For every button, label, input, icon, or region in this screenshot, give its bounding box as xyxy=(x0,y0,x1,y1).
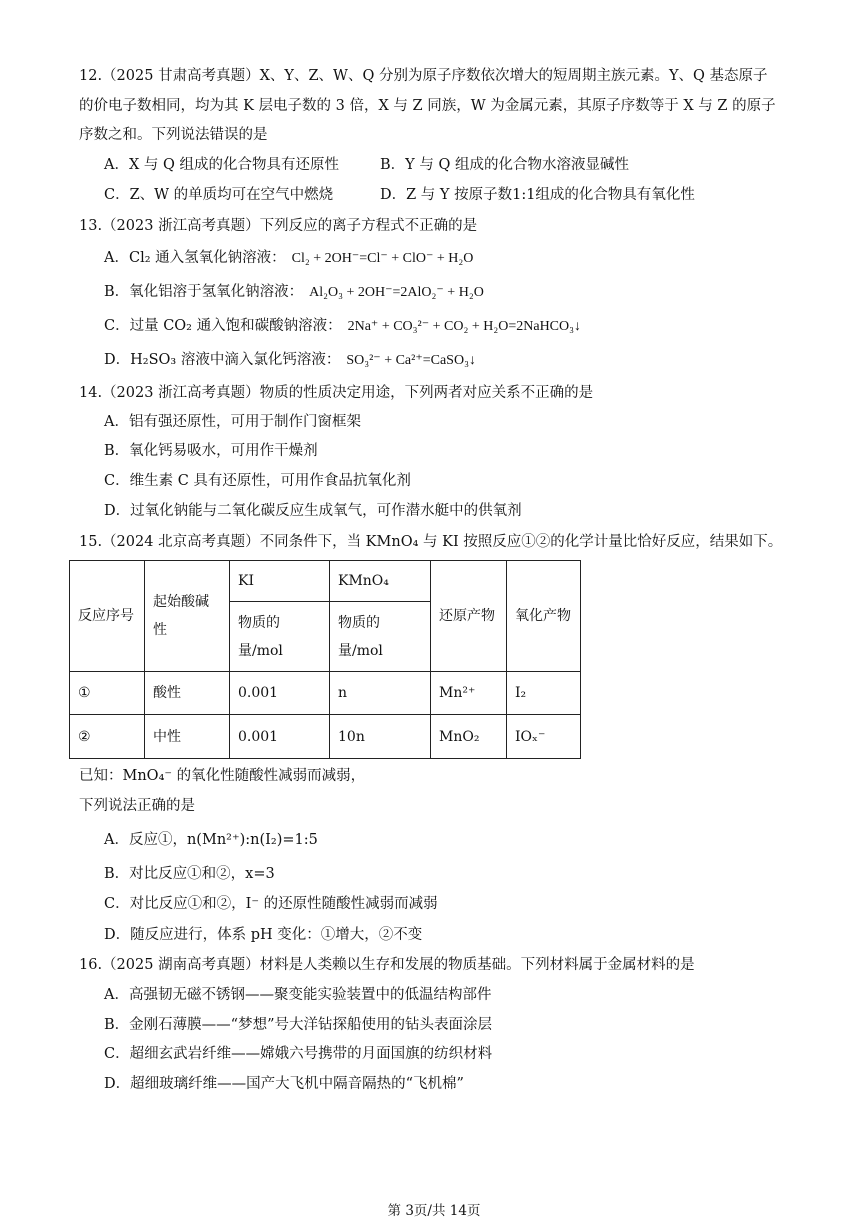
table-header-kmno4-amount xyxy=(330,602,431,672)
table-header-ki: KI xyxy=(230,561,330,602)
table-header-ki-amount-text: 物质的量/mol xyxy=(238,614,283,659)
q13-option-a-label: A．Cl₂ 通入氢氧化钠溶液： xyxy=(104,250,286,266)
q14-option-b: B．氧化钙易吸水，可用作干燥剂 xyxy=(104,443,318,459)
q15-option-c: C．对比反应①和②，I⁻ 的还原性随酸性减弱而减弱 xyxy=(104,896,438,912)
q14-stem: 14.（2023 浙江高考真题）物质的性质决定用途，下列两者对应关系不正确的是 xyxy=(79,385,594,401)
q15-ask: 下列说法正确的是 xyxy=(79,798,195,814)
q12-stem-line1: 12.（2025 甘肃高考真题）X、Y、Z、W、Q 分别为原子序数依次增大的短周期主族元素。Y、Q 基态原子 xyxy=(79,68,768,84)
q12-stem-line2: 的价电子数相同，均为其 K 层电子数的 3 倍，X 与 Z 同族，W 为金属元素，其原子序数等于 X 与 Z 的原子 xyxy=(79,98,776,114)
q13-option-d xyxy=(104,350,476,371)
table-header-reduction-product xyxy=(431,561,507,672)
q16-option-c: C．超细玄武岩纤维——嫦娥六号携带的月面国旗的纺织材料 xyxy=(104,1046,493,1062)
table-cell-seq: ① xyxy=(70,672,145,715)
q15-option-a: A．反应①，n(Mn²⁺):n(I₂)=1:5 xyxy=(104,832,318,848)
table-header-acidity xyxy=(145,561,230,672)
table-header-reduction-product-text: 还原产物 xyxy=(439,608,495,624)
q13-option-b xyxy=(104,282,484,303)
q15-known-condition: 已知：MnO₄⁻ 的氧化性随酸性减弱而减弱， xyxy=(79,768,366,784)
table-header-oxidation-product xyxy=(507,561,581,672)
table-cell-seq: ② xyxy=(70,715,145,759)
q13-option-d-label: D．H₂SO₃ 溶液中滴入氯化钙溶液： xyxy=(104,352,341,368)
q12-option-b: B．Y 与 Q 组成的化合物水溶液显碱性 xyxy=(380,157,629,173)
table-cell-oxidation: I₂ xyxy=(507,672,581,715)
q12-option-c: C．Z、W 的单质均可在空气中燃烧 xyxy=(104,187,334,203)
q13-option-c-label: C．过量 CO₂ 通入饱和碳酸钠溶液： xyxy=(104,318,342,334)
q13-option-d-equation: SO₃²⁻ + Ca²⁺=CaSO₃↓ xyxy=(346,353,476,368)
q15-option-d: D．随反应进行，体系 pH 变化：①增大，②不变 xyxy=(104,927,423,943)
q12-option-d: D．Z 与 Y 按原子数1:1组成的化合物具有氧化性 xyxy=(380,187,695,203)
q16-option-a: A．高强韧无磁不锈钢——聚变能实验装置中的低温结构部件 xyxy=(104,987,492,1003)
table-header-ki-amount xyxy=(230,602,330,672)
q13-option-a-equation: Cl₂ + 2OH⁻=Cl⁻ + ClO⁻ + H₂O xyxy=(291,251,474,266)
q13-option-b-equation: Al₂O₃ + 2OH⁻=2AlO₂⁻ + H₂O xyxy=(309,285,484,300)
q13-option-c xyxy=(104,316,581,337)
q12-option-a: A．X 与 Q 组成的化合物具有还原性 xyxy=(104,157,340,173)
table-header-acidity-text: 起始酸碱性 xyxy=(153,594,209,638)
table-cell-reduction: MnO₂ xyxy=(431,715,507,759)
table-cell-ki: 0.001 xyxy=(230,715,330,759)
q15-option-b: B．对比反应①和②，x=3 xyxy=(104,866,275,882)
q15-stem: 15.（2024 北京高考真题）不同条件下，当 KMnO₄ 与 KI 按照反应①②的化学计量比恰好反应，结果如下。 xyxy=(79,534,783,550)
q16-stem: 16.（2025 湖南高考真题）材料是人类赖以生存和发展的物质基础。下列材料属于金属材料的是 xyxy=(79,957,695,973)
table-header-oxidation-product-text: 氧化产物 xyxy=(515,608,571,624)
q13-option-a xyxy=(104,248,473,269)
table-cell-reduction: Mn²⁺ xyxy=(431,672,507,715)
table-cell-kmno4: n xyxy=(330,672,431,715)
q16-option-d: D．超细玻璃纤维——国产大飞机中隔音隔热的“飞机棉” xyxy=(104,1076,464,1092)
page-number-footer: 第 3页/共 14页 xyxy=(387,1203,481,1219)
table-header-sequence xyxy=(70,561,145,672)
table-cell-acid: 中性 xyxy=(145,715,230,759)
table-header-kmno4: KMnO₄ xyxy=(330,561,431,602)
table-header-kmno4-amount-text: 物质的量/mol xyxy=(338,614,383,659)
q13-option-b-label: B．氧化铝溶于氢氧化钠溶液： xyxy=(104,284,304,300)
table-cell-kmno4: 10n xyxy=(330,715,431,759)
q16-option-b: B．金刚石薄膜——“梦想”号大洋钻探船使用的钻头表面涂层 xyxy=(104,1017,492,1033)
table-row xyxy=(70,672,581,715)
q12-stem-line3: 序数之和。下列说法错误的是 xyxy=(79,127,268,143)
q13-stem: 13.（2023 浙江高考真题）下列反应的离子方程式不正确的是 xyxy=(79,218,478,234)
q14-option-c: C．维生素 C 具有还原性，可用作食品抗氧化剂 xyxy=(104,473,411,489)
q14-option-d: D．过氧化钠能与二氧化碳反应生成氧气，可作潜水艇中的供氧剂 xyxy=(104,503,522,519)
q14-option-a: A．铝有强还原性，可用于制作门窗框架 xyxy=(104,414,361,430)
table-header-sequence-text: 反应序号 xyxy=(78,608,134,624)
table-row xyxy=(70,715,581,759)
table-cell-acid: 酸性 xyxy=(145,672,230,715)
table-cell-oxidation: IOₓ⁻ xyxy=(507,715,581,759)
q15-result-table xyxy=(69,560,581,759)
q13-option-c-equation: 2Na⁺ + CO₃²⁻ + CO₂ + H₂O=2NaHCO₃↓ xyxy=(347,319,582,334)
table-cell-ki: 0.001 xyxy=(230,672,330,715)
